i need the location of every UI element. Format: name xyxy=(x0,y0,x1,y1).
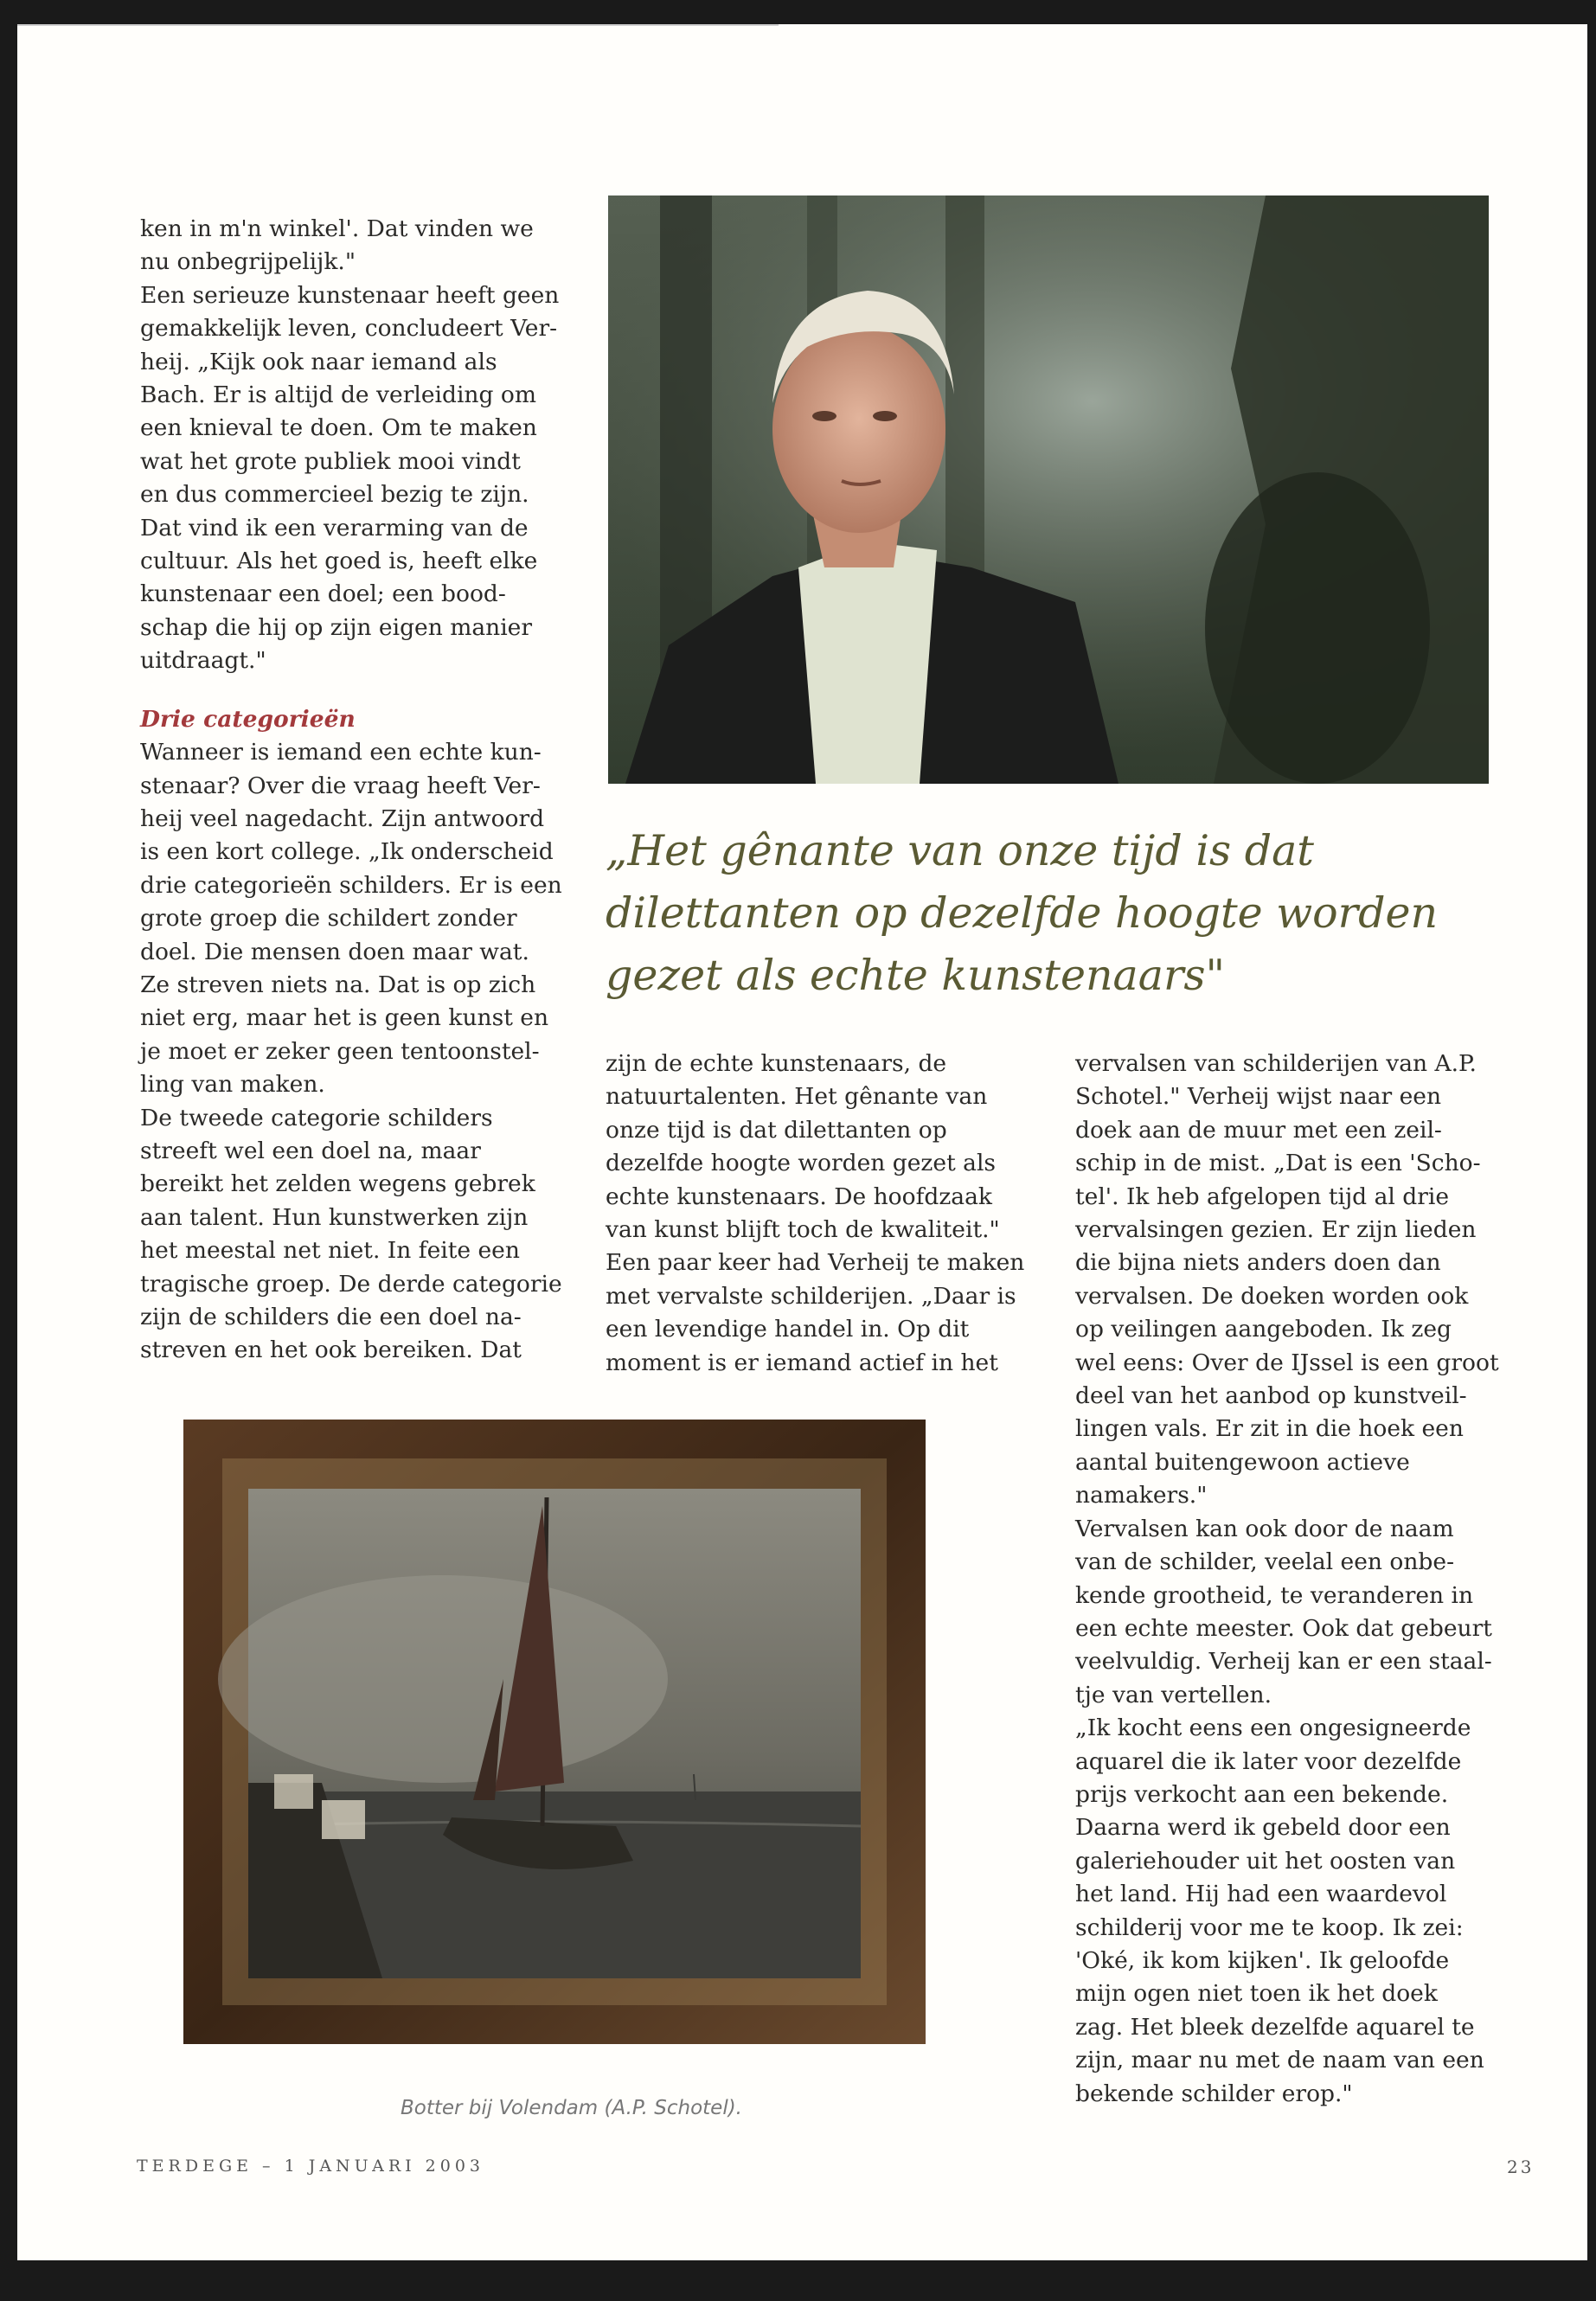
subheading: Drie categorieën xyxy=(140,705,356,733)
text-line: galeriehouder uit het oosten van xyxy=(1075,1847,1456,1875)
page-number: 23 xyxy=(1507,2157,1535,2177)
text-line: Vervalsen kan ook door de naam xyxy=(1075,1515,1454,1542)
text-line: cultuur. Als het goed is, heeft elke xyxy=(140,548,538,575)
text-line: doek aan de muur met een zeil- xyxy=(1075,1116,1442,1144)
text-line: zag. Het bleek dezelfde aquarel te xyxy=(1075,2013,1475,2041)
text-line: streven en het ook bereiken. Dat xyxy=(140,1336,522,1364)
text-line: zijn, maar nu met de naam van een xyxy=(1075,2047,1484,2074)
pull-quote-line: gezet als echte kunstenaars" xyxy=(606,951,1226,1000)
text-line: ling van maken. xyxy=(140,1071,325,1099)
text-line: Een paar keer had Verheij te maken xyxy=(606,1249,1025,1277)
text-line: zijn de schilders die een doel na- xyxy=(140,1304,522,1330)
text-line: Bach. Er is altijd de verleiding om xyxy=(140,381,536,409)
text-line: op veilingen aangeboden. Ik zeg xyxy=(1075,1316,1452,1343)
text-line: wel eens: Over de IJssel is een groot xyxy=(1075,1349,1499,1376)
text-line: je moet er zeker geen tentoonstel- xyxy=(140,1037,540,1065)
pull-quote xyxy=(606,820,1574,1007)
text-line: aantal buitengewoon actieve xyxy=(1075,1448,1410,1476)
portrait-photo xyxy=(608,195,1489,784)
article-column-2 xyxy=(606,1048,1055,1380)
text-line: een knieval te doen. Om te maken xyxy=(140,414,537,442)
text-line: tel'. Ik heb afgelopen tijd al drie xyxy=(1075,1183,1450,1210)
pull-quote-line: dilettanten op dezelfde hoogte worden xyxy=(606,888,1439,938)
text-line: zijn de echte kunstenaars, de xyxy=(606,1050,947,1077)
text-line: uitdraagt." xyxy=(140,647,266,675)
text-line: „Ik kocht eens een ongesigneerde xyxy=(1075,1715,1471,1742)
text-line: aan talent. Hun kunstwerken zijn xyxy=(140,1203,529,1231)
text-line: bereikt het zelden wegens gebrek xyxy=(140,1170,535,1198)
text-line: stenaar? Over die vraag heeft Ver- xyxy=(140,772,541,799)
text-line: die bijna niets anders doen dan xyxy=(1075,1249,1441,1277)
text-line: het meestal net niet. In feite een xyxy=(140,1237,520,1265)
text-line: mijn ogen niet toen ik het doek xyxy=(1075,1980,1438,2008)
text-line: Schotel." Verheij wijst naar een xyxy=(1075,1083,1442,1111)
text-line: 'Oké, ik kom kijken'. Ik geloofde xyxy=(1075,1946,1450,1974)
scan-edge xyxy=(17,24,779,26)
text-line: onze tijd is dat dilettanten op xyxy=(606,1116,947,1144)
text-line: van kunst blijft toch de kwaliteit." xyxy=(606,1216,1000,1244)
magazine-page xyxy=(17,24,1587,2260)
text-line: ken in m'n winkel'. Dat vinden we xyxy=(140,215,534,242)
text-line: Ze streven niets na. Dat is op zich xyxy=(140,971,536,998)
text-line: niet erg, maar het is geen kunst en xyxy=(140,1004,549,1032)
text-line: vervalsen van schilderijen van A.P. xyxy=(1075,1050,1477,1077)
pull-quote-line: „Het gênante van onze tijd is dat xyxy=(606,826,1314,875)
text-line: tragische groep. De derde categorie xyxy=(140,1270,562,1298)
text-line: lingen vals. Er zit in die hoek een xyxy=(1075,1415,1464,1443)
text-line: vervalsingen gezien. Er zijn lieden xyxy=(1075,1216,1477,1244)
text-line: Daarna werd ik gebeld door een xyxy=(1075,1814,1451,1842)
text-line: schap die hij op zijn eigen manier xyxy=(140,613,533,641)
text-line: heij veel nagedacht. Zijn antwoord xyxy=(140,804,545,832)
text-line: bekende schilder erop." xyxy=(1075,2080,1353,2107)
article-column-3 xyxy=(1075,1048,1534,2111)
portrait-illustration xyxy=(608,195,1489,784)
text-line: heij. „Kijk ook naar iemand als xyxy=(140,348,497,375)
text-line: en dus commercieel bezig te zijn. xyxy=(140,481,529,509)
text-line: het land. Hij had een waardevol xyxy=(1075,1881,1447,1908)
text-line: wat het grote publiek mooi vindt xyxy=(140,447,521,475)
text-line: natuurtalenten. Het gênante van xyxy=(606,1083,988,1111)
image-caption: Botter bij Volendam (A.P. Schotel). xyxy=(401,2097,742,2119)
text-line: drie categorieën schilders. Er is een xyxy=(140,871,562,899)
text-line: met vervalste schilderijen. „Daar is xyxy=(606,1282,1016,1310)
text-line: grote groep die schildert zonder xyxy=(140,905,517,933)
text-line: aquarel die ik later voor dezelfde xyxy=(1075,1747,1462,1775)
text-line: Een serieuze kunstenaar heeft geen xyxy=(140,281,560,309)
text-line: Dat vind ik een verarming van de xyxy=(140,514,529,542)
text-line: een echte meester. Ook dat gebeurt xyxy=(1075,1614,1492,1642)
text-line: schip in de mist. „Dat is een 'Scho- xyxy=(1075,1150,1481,1177)
text-line: nu onbegrijpelijk." xyxy=(140,248,356,276)
painting-image xyxy=(183,1420,926,2044)
text-line: kunstenaar een doel; een bood- xyxy=(140,580,506,608)
painting-illustration xyxy=(183,1420,926,2044)
text-line: streeft wel een doel na, maar xyxy=(140,1137,481,1164)
text-line: is een kort college. „Ik onderscheid xyxy=(140,838,554,866)
text-line: gemakkelijk leven, concludeert Ver- xyxy=(140,315,558,343)
text-line: De tweede categorie schilders xyxy=(140,1104,493,1131)
text-line: echte kunstenaars. De hoofdzaak xyxy=(606,1183,992,1210)
text-line: kende grootheid, te veranderen in xyxy=(1075,1581,1474,1609)
text-line: deel van het aanbod op kunstveil- xyxy=(1075,1382,1467,1410)
text-line: vervalsen. De doeken worden ook xyxy=(1075,1282,1469,1310)
footer-issue-info: TERDEGE – 1 JANUARI 2003 xyxy=(137,2157,485,2176)
text-line: van de schilder, veelal een onbe- xyxy=(1075,1548,1455,1576)
article-column-1 xyxy=(140,213,577,1368)
text-line: tje van vertellen. xyxy=(1075,1681,1272,1708)
text-line: prijs verkocht aan een bekende. xyxy=(1075,1780,1449,1808)
text-line: Wanneer is iemand een echte kun- xyxy=(140,739,542,766)
text-line: dezelfde hoogte worden gezet als xyxy=(606,1150,997,1177)
text-line: moment is er iemand actief in het xyxy=(606,1349,998,1376)
text-line: een levendige handel in. Op dit xyxy=(606,1316,970,1343)
text-line: veelvuldig. Verheij kan er een staal- xyxy=(1075,1648,1492,1676)
text-line: schilderij voor me te koop. Ik zei: xyxy=(1075,1913,1464,1941)
text-line: namakers." xyxy=(1075,1482,1208,1509)
text-line: doel. Die mensen doen maar wat. xyxy=(140,938,529,965)
